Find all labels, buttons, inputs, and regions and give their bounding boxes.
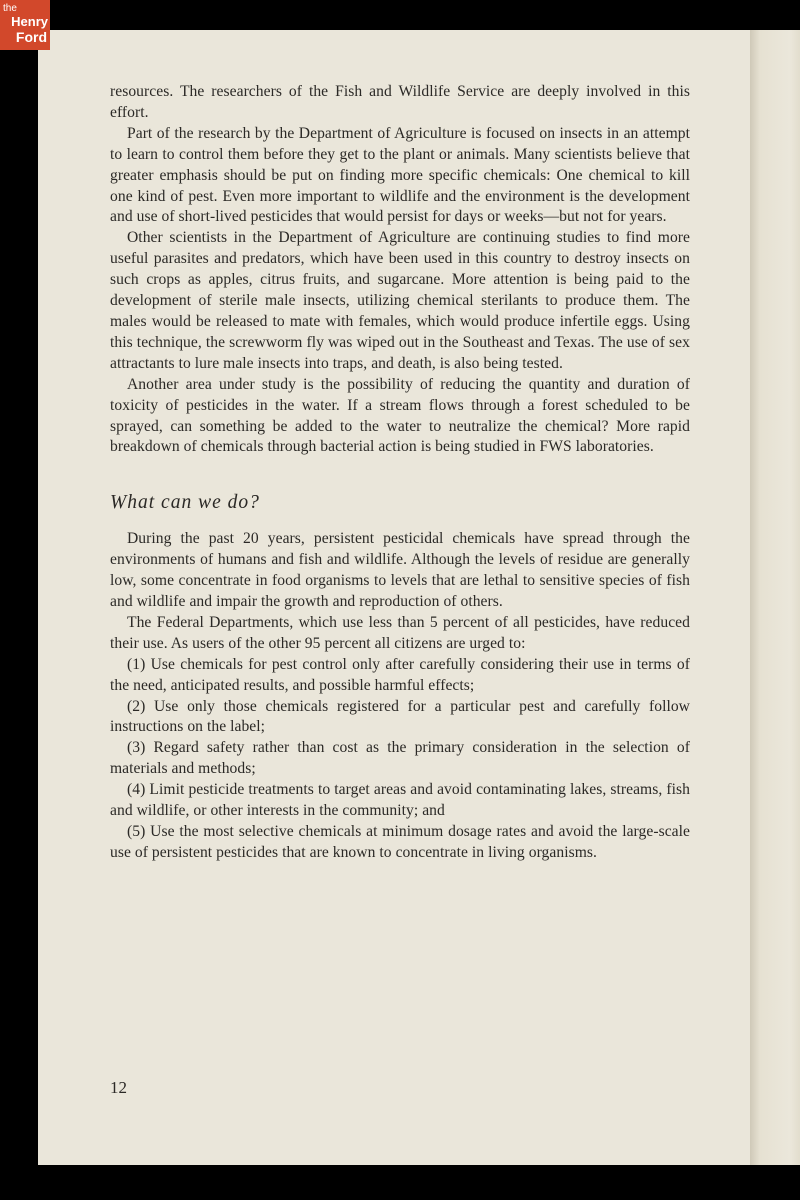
list-item: (5) Use the most selective chemicals at minimum dosage rates and avoid the large-scale use of persistent pesticides that are known to concentrate in living organisms. (110, 823, 690, 861)
page-gutter (750, 30, 800, 1165)
list-item: (3) Regard safety rather than cost as the primary consideration in the selection of materials and methods; (110, 739, 690, 778)
section-heading: What can we do? (110, 492, 260, 514)
list-item: (2) Use only those chemicals registered for a particular pest and carefully follow instructions on the label; (110, 697, 690, 736)
paragraph: The Federal Departments, which use less than 5 percent of all pesticides, have reduced their use. As users of the other 95 percent all citizens are urged to: (110, 613, 690, 652)
list-item: (4) Limit pesticide treatments to target areas and avoid contaminating lakes, streams, fish and wildlife, or other interests in the community; and (110, 781, 690, 820)
paragraph: Other scientists in the Department of Agriculture are continuing studies to find more useful parasites and predators, which have been used in this country to destroy insects on such crops as apples, citrus fruits, and sugarcane. More attention is being paid to the development of sterile male insects, utilizing chemical sterilants to produce them. The males would be released to mate with females, which would produce infertile eggs. Using this technique, the screwworm fly was wiped out in the Southeast and Texas. The use of sex attractants to lure male insects into traps, and death, is also being tested. (110, 229, 690, 372)
paragraph: Part of the research by the Department of Agriculture is focused on insects in an attempt to learn to control them before they get to the plant or animals. Many scientists believe that greater emphasis should be put on finding more specific chemicals: One chemical to kill one kind of pest. Even more important to wildlife and the environment is the development and use of short-lived pesticides that would persist for days or weeks—but not for years. (110, 124, 690, 226)
paragraph: During the past 20 years, persistent pesticidal chemicals have spread through the environments of humans and fish and wildlife. Although the levels of residue are generally low, some concentrate in food organisms to levels that are lethal to sensitive species of fish and wildlife and impair the growth and reproduction of others. (110, 530, 690, 611)
page-number: 12 (110, 1078, 127, 1097)
list-item: (1) Use chemicals for pest control only after carefully considering their use in terms of the need, anticipated results, and possible harmful effects; (110, 655, 690, 694)
body-text (110, 82, 690, 864)
paragraph: Another area under study is the possibility of reducing the quantity and duration of toxicity of pesticides in the water. If a stream flows through a forest scheduled to be sprayed, can something be added to the water to neutralize the chemical? More rapid breakdown of chemicals through bacterial action is being studied in FWS laboratories. (110, 375, 690, 456)
paragraph: resources. The researchers of the Fish and Wildlife Service are deeply involved in this effort. (110, 83, 690, 121)
henry-ford-logo: the Henry Ford (0, 0, 50, 50)
